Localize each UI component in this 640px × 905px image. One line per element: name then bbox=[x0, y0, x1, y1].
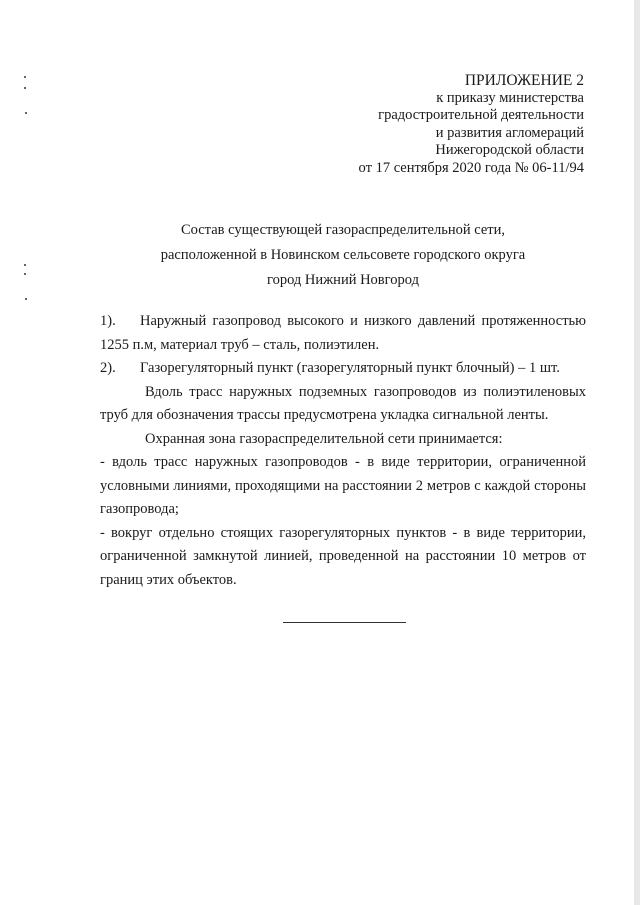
scan-speck bbox=[24, 87, 26, 89]
list-item-number: 1). bbox=[100, 313, 116, 329]
list-item-text: Газорегуляторный пункт (газорегуляторный пункт блочный) – 1 шт. bbox=[140, 360, 560, 376]
closing-rule bbox=[283, 622, 406, 623]
scan-speck bbox=[24, 264, 26, 266]
scan-edge bbox=[634, 0, 640, 905]
scan-speck bbox=[25, 298, 27, 300]
appendix-ref-line: Нижегородской области bbox=[435, 142, 584, 158]
appendix-ref-line: градостроительной деятельности bbox=[378, 107, 584, 123]
title-line: город Нижний Новгород bbox=[267, 272, 419, 288]
paragraph-zone-pipelines: - вдоль трасс наружных газопроводов - в виде территории, ограниченной условными линиями, проходящими на расстоянии 2 метров с каждой стороны газопровода; bbox=[100, 454, 586, 517]
paragraph-zone-grp: - вокруг отдельно стоящих газорегуляторных пунктов - в виде территории, ограниченной замкнутой линией, проведенной на расстоянии 10 метров от границ этих объектов. bbox=[100, 524, 586, 588]
title-line: Состав существующей газораспределительной сети, bbox=[180, 222, 506, 238]
list-item bbox=[100, 357, 586, 381]
document-title bbox=[100, 218, 586, 293]
appendix-ref-line: к приказу министерства bbox=[436, 89, 584, 106]
scan-speck bbox=[24, 76, 26, 78]
title-line: расположенной в Новинском сельсовете городского округа bbox=[160, 247, 526, 263]
appendix-title: ПРИЛОЖЕНИЕ 2 bbox=[464, 72, 584, 89]
appendix-order-date: от 17 сентября 2020 года № 06-11/94 bbox=[358, 159, 584, 176]
list-item-text: Наружный газопровод высокого и низкого давлений протяженностью 1255 п.м, материал труб – сталь, полиэтилен. bbox=[100, 313, 586, 353]
paragraph-signal-tape: Вдоль трасс наружных подземных газопроводов из полиэтиленовых труб для обозначения трассы предусмотрена укладка сигнальной ленты. bbox=[100, 383, 586, 423]
scan-speck bbox=[24, 273, 26, 275]
paragraph-zone-intro: Охранная зона газораспределительной сети принимается: bbox=[145, 430, 503, 447]
list-item-number: 2). bbox=[100, 360, 116, 376]
document-body bbox=[100, 310, 586, 592]
scan-speck bbox=[25, 112, 27, 114]
appendix-header bbox=[359, 72, 584, 177]
appendix-ref-line: и развития агломераций bbox=[435, 124, 584, 141]
list-item bbox=[100, 310, 586, 357]
